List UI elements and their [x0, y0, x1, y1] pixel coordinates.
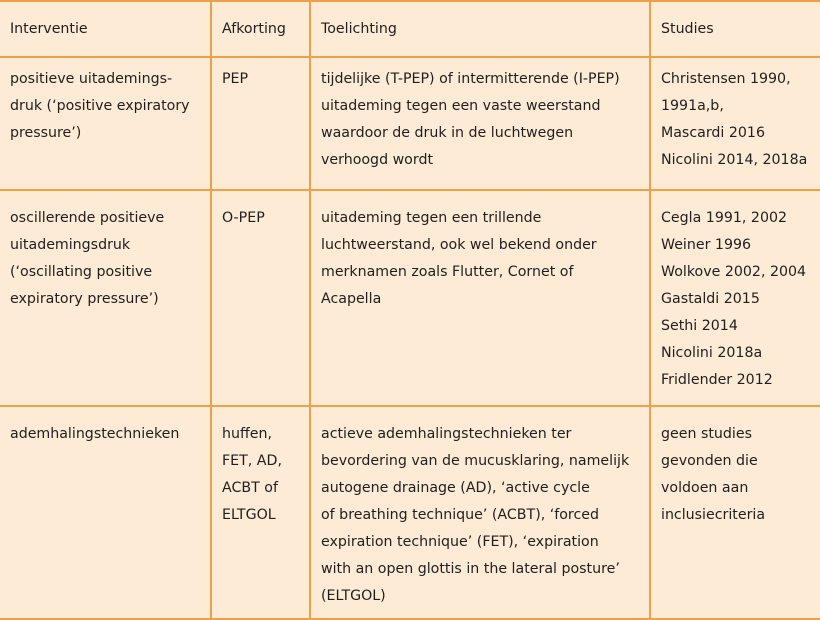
cell-interventie	[0, 190, 211, 406]
cell-line: ELTGOL	[222, 507, 276, 523]
cell-line: expiratory pressure’)	[10, 291, 159, 307]
cell-line: with an open glottis in the lateral posture’	[321, 561, 620, 577]
cell-line: uitademing tegen een trillende	[321, 210, 542, 226]
cell-line: Cegla 1991, 2002	[661, 210, 788, 226]
cell-line: huffen,	[222, 426, 272, 442]
cell-line: FET, AD,	[222, 453, 282, 469]
cell-line: Mascardi 2016	[661, 125, 765, 141]
cell-line: inclusiecriteria	[661, 507, 766, 523]
header-interventie: Interventie	[0, 2, 211, 57]
cell-line: actieve ademhalingstechnieken ter	[321, 426, 572, 442]
cell-line: Christensen 1990,	[661, 71, 791, 87]
cell-line: of breathing technique’ (ACBT), ‘forced	[321, 507, 599, 523]
cell-line: O-PEP	[222, 210, 265, 226]
cell-line: PEP	[222, 71, 249, 87]
cell-line: geen studies	[661, 426, 752, 442]
cell-line: Gastaldi 2015	[661, 291, 760, 307]
cell-line: Wolkove 2002, 2004	[661, 264, 807, 280]
cell-line: ademhalingstechnieken	[10, 426, 180, 442]
cell-line: uitademing tegen een vaste weerstand	[321, 98, 601, 114]
cell-line: ACBT of	[222, 480, 278, 496]
table-row	[0, 57, 820, 190]
cell-afkorting	[211, 57, 310, 190]
cell-line: Fridlender 2012	[661, 372, 773, 388]
cell-interventie	[0, 406, 211, 618]
cell-studies	[650, 57, 820, 190]
cell-line: verhoogd wordt	[321, 152, 434, 168]
cell-studies	[650, 190, 820, 406]
header-studies: Studies	[650, 2, 820, 57]
cell-line: Acapella	[321, 291, 382, 307]
cell-line: (‘oscillating positive	[10, 264, 153, 280]
cell-line: expiration technique’ (FET), ‘expiration	[321, 534, 599, 550]
cell-line: tijdelijke (T-PEP) of intermitterende (I-PEP)	[321, 71, 620, 87]
cell-line: oscillerende positieve	[10, 210, 165, 226]
table-row	[0, 406, 820, 618]
cell-line: luchtweerstand, ook wel bekend onder	[321, 237, 597, 253]
cell-line: Sethi 2014	[661, 318, 738, 334]
cell-interventie	[0, 57, 211, 190]
cell-toelichting	[310, 190, 650, 406]
table-row	[0, 190, 820, 406]
cell-line: 1991a,b,	[661, 98, 724, 114]
cell-line: bevordering van de mucusklaring, namelijk	[321, 453, 630, 469]
cell-line: positieve uitademings-	[10, 71, 173, 87]
cell-line: Weiner 1996	[661, 237, 752, 253]
cell-line: autogene drainage (AD), ‘active cycle	[321, 480, 590, 496]
cell-toelichting	[310, 57, 650, 190]
cell-line: waardoor de druk in de luchtwegen	[321, 125, 574, 141]
cell-line: uitademingsdruk	[10, 237, 131, 253]
intervention-table	[0, 2, 820, 618]
cell-line: Nicolini 2018a	[661, 345, 763, 361]
cell-line: druk (‘positive expiratory	[10, 98, 190, 114]
cell-afkorting	[211, 190, 310, 406]
cell-studies	[650, 406, 820, 618]
cell-line: merknamen zoals Flutter, Cornet of	[321, 264, 574, 280]
cell-line: Nicolini 2014, 2018a	[661, 152, 808, 168]
cell-toelichting	[310, 406, 650, 618]
header-afkorting: Afkorting	[211, 2, 310, 57]
header-row	[0, 2, 820, 57]
cell-line: (ELTGOL)	[321, 588, 386, 604]
cell-afkorting	[211, 406, 310, 618]
cell-line: pressure’)	[10, 125, 82, 141]
cell-line: voldoen aan	[661, 480, 749, 496]
cell-line: gevonden die	[661, 453, 758, 469]
header-toelichting: Toelichting	[310, 2, 650, 57]
